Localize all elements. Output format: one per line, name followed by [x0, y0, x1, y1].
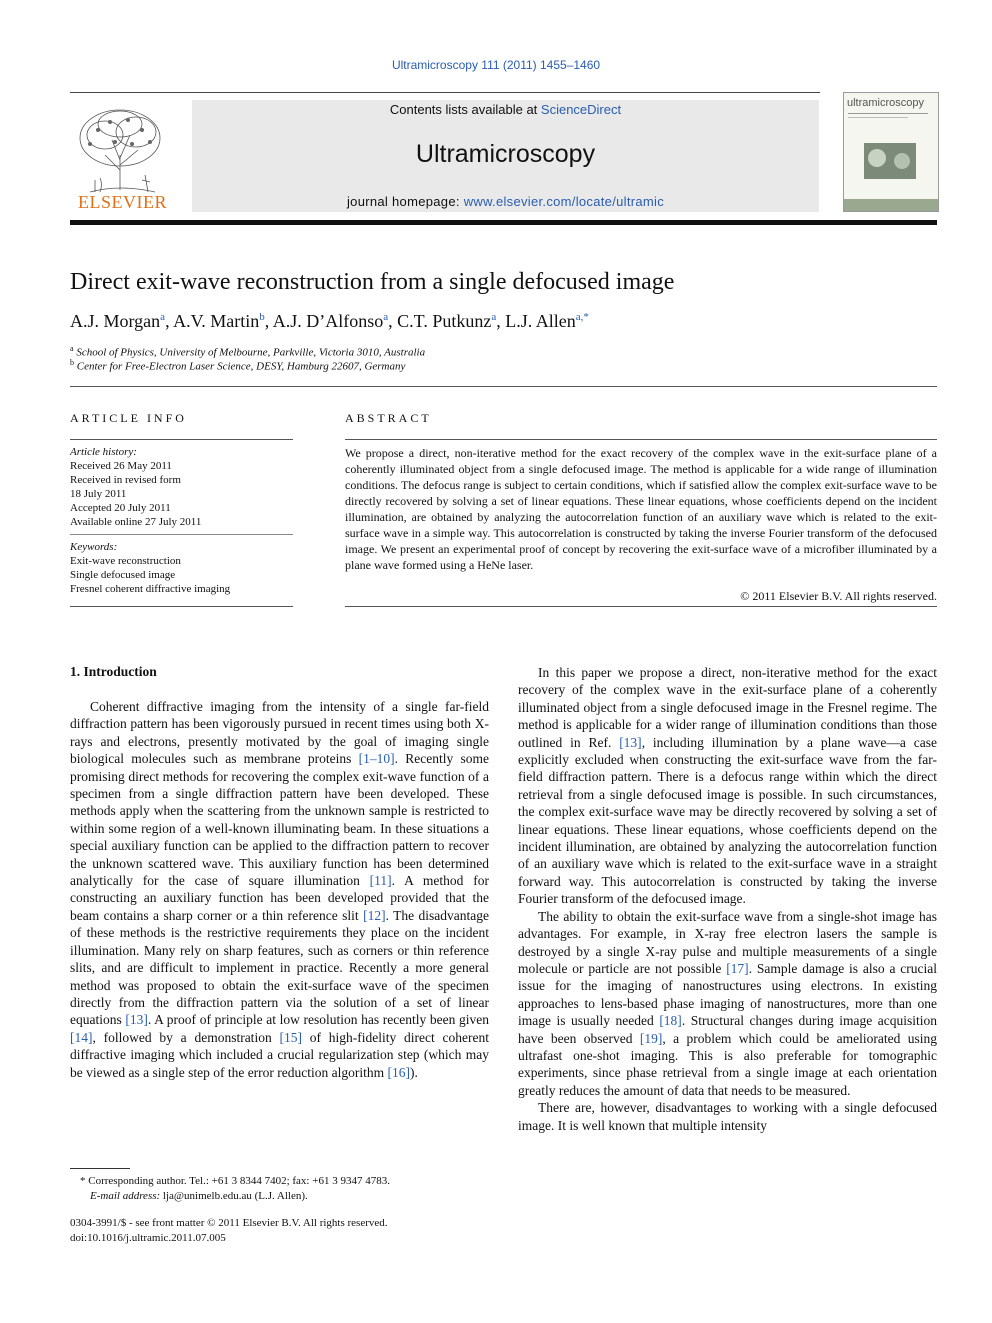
- cover-image-spot: [868, 149, 886, 167]
- citation-link[interactable]: [19]: [639, 1030, 663, 1046]
- article-info-block: [70, 445, 293, 596]
- issn-block: [70, 1216, 388, 1246]
- elsevier-logo: [70, 100, 175, 212]
- author-affil-sup[interactable]: a: [160, 311, 166, 323]
- contents-line: [192, 102, 819, 117]
- journal-reference[interactable]: Ultramicroscopy 111 (2011) 1455–1460: [391, 58, 601, 72]
- affiliation-sup: a: [70, 344, 74, 353]
- right-column: [518, 664, 937, 1134]
- homepage-link[interactable]: www.elsevier.com/locate/ultramic: [463, 194, 665, 209]
- history-item: Received in revised form: [70, 474, 181, 486]
- issn-line: 0304-3991/$ - see front matter © 2011 Elsevier B.V. All rights reserved.: [70, 1217, 388, 1229]
- citation-link[interactable]: [16]: [387, 1064, 411, 1080]
- cover-band: [844, 199, 938, 211]
- left-column: [70, 698, 489, 1081]
- homepage-prefix: journal homepage:: [346, 194, 464, 209]
- keyword: Fresnel coherent diffractive imaging: [70, 583, 231, 595]
- citation-link[interactable]: [1–10]: [358, 751, 395, 767]
- citation-link[interactable]: [12]: [363, 907, 386, 923]
- author: C.T. Putkunz: [397, 311, 492, 331]
- history-label: Article history:: [70, 446, 137, 458]
- citation-link[interactable]: [15]: [279, 1029, 302, 1045]
- author: L.J. Allen: [505, 311, 576, 331]
- keyword: Exit-wave reconstruction: [70, 555, 181, 567]
- email-line: [70, 1189, 390, 1204]
- paragraph: The ability to obtain the exit-surface wave from a single-shot image has advantages. For example, in X-ray free electron lasers the sample is destroyed by a single X-ray pulse and multiple measurements of a single molecule or particle are not possible [17]. Sample damage is also a crucial issue for the imaging of nanostructures using electrons. In existing approaches to lens-based phase imaging of nanostructures, more than one image is usually needed [18]. Structural changes during image acquisition have been observed [19], a problem which could be ameliorated using ultrafast one-shot imaging. This is also preferable for tomographic experiments, since phase retrieval from a single image at each orientation greatly reduces the amount of data that needs to be measured.: [518, 908, 937, 1098]
- history-item: Accepted 20 July 2011: [70, 502, 171, 514]
- cover-image-spot: [894, 153, 910, 169]
- footnote-rule: [70, 1168, 130, 1169]
- email-address[interactable]: lja@unimelb.edu.au (L.J. Allen).: [160, 1190, 308, 1202]
- history-item: Received 26 May 2011: [70, 460, 172, 472]
- journal-cover-thumbnail: [843, 92, 939, 212]
- footnote: [70, 1174, 390, 1204]
- header-thick-rule: [70, 220, 937, 225]
- article-info-label: ARTICLE INFO: [70, 411, 187, 425]
- corresponding-author: * Corresponding author. Tel.: +61 3 8344 7402; fax: +61 3 9347 4783.: [80, 1175, 390, 1187]
- section-heading: 1. Introduction: [70, 664, 157, 679]
- paragraph: Coherent diffractive imaging from the intensity of a single far-field diffraction pattern has been vigorously pursued in recent times using both X-rays and electrons, presently motivated by the goal of imaging single biological molecules such as membrane proteins [1–10]. Recently some promising direct methods for recovering the complex exit-wave function of a specimen from a single diffraction pattern have been developed. These methods apply when the scattering from the unknown sample is restricted to within some region of a well-known illuminating beam. In these situations a special auxiliary function can be applied to the diffraction pattern to recover the unknown scattered wave. This auxiliary function has been determined analytically for the case of square illumination [11]. A method for constructing an auxiliary function has been developed provided that the beam contains a sharp corner or a thin reference slit [12]. The disadvantage of these methods is the restrictive requirements they place on the incident illumination. Many rely on sharp features, such as corners or thin reference slits, and are difficult to implement in practice. Recently a more general method was proposed to obtain the exit-surface wave of the specimen directly from the diffraction pattern via the solution of a set of linear equations [13]. A proof of principle at low resolution has recently been given [14], followed by a demonstration [15] of high-fidelity direct coherent diffractive imaging which included a crucial regularization step (which may be viewed as a single step of the error reduction algorithm [16]).: [70, 699, 490, 1080]
- paragraph: There are, however, disadvantages to working with a single defocused image. It is well known that multiple intensity: [518, 1100, 937, 1133]
- citation-link[interactable]: [13]: [619, 734, 642, 750]
- doi-line[interactable]: doi:10.1016/j.ultramic.2011.07.005: [70, 1232, 226, 1244]
- cover-line: [848, 113, 928, 114]
- citation-link[interactable]: [18]: [659, 1013, 682, 1029]
- homepage-line: [192, 194, 819, 209]
- keywords-label: Keywords:: [70, 541, 118, 553]
- info-bottom-rule: [70, 606, 293, 607]
- header-top-rule: [70, 92, 820, 93]
- affiliation-text: School of Physics, University of Melbourne, Parkville, Victoria 3010, Australia: [76, 346, 426, 359]
- elsevier-wordmark: ELSEVIER: [78, 192, 167, 212]
- author: A.J. Morgan: [70, 311, 161, 331]
- affiliation-rule: [70, 386, 937, 387]
- author-affil-sup[interactable]: b: [259, 311, 265, 323]
- abstract-text: We propose a direct, non-iterative method for the exact recovery of the complex wave in the exit-surface plane of a coherently illuminated object from a single defocused image. The method is applicable for a wide range of illumination conditions. The defocus range is subject to certain conditions, which if satisfied allow the complex exit-surface wave to be directly recovered by solving a set of linear equations. These linear equations, whose coefficients depend on the incident illumination, are obtained by analyzing the autocorrelation function of an auxiliary wave which is related to the exit-surface wave in a simple way. This autocorrelation is constructed by taking the inverse Fourier transform of the defocused image. We present an experimental proof of concept by recovering the exit-surface wave of a microfiber illuminated by a plane wave formed using a HeNe laser.: [345, 446, 937, 572]
- affiliation: [70, 358, 405, 373]
- citation-link[interactable]: [13]: [125, 1012, 148, 1028]
- sciencedirect-link[interactable]: ScienceDirect: [540, 102, 622, 117]
- paragraph: In this paper we propose a direct, non-iterative method for the exact recovery of the complex wave in the exit-surface plane of a coherently illuminated object from a single defocused image in the Fresnel regime. The method is applicable for a wider range of illumination conditions than those outlined in Ref. [13], including illumination by a plane wave—a case explicitly excluded when constructing the exit-surface wave from the far-field diffraction pattern. There is a defocus range within which the direct retrieval from a single defocused image is possible. In such circumstances, the complex exit-surface wave may be directly recovered by solving a set of linear equations. These linear equations, whose coefficients depend on the incident illumination, are obtained by analyzing the autocorrelation function of an auxiliary wave which is related to the exit-surface wave in a straight forward way. This autocorrelation is constructed by taking the inverse Fourier transform of the defocused image.: [518, 665, 937, 907]
- author: A.V. Martin: [173, 311, 260, 331]
- journal-name: Ultramicroscopy: [415, 140, 596, 168]
- email-label: E-mail address:: [90, 1190, 161, 1202]
- author-affil-sup[interactable]: a: [491, 311, 497, 323]
- cover-title: ultramicroscopy: [847, 97, 925, 109]
- affiliation-text: Center for Free-Electron Laser Science, DESY, Hamburg 22607, Germany: [76, 360, 406, 373]
- affiliation-sup: b: [70, 358, 74, 367]
- citation-link[interactable]: [14]: [70, 1029, 93, 1045]
- author-affil-sup[interactable]: a: [383, 311, 389, 323]
- author-list: A.J. Morgan$^a$, A.V. Martin$^b$, A.J. D’Alfonso$^a$, C.T. Putkunz$^a$, L.J. Allen$^{a,*}$: [70, 311, 589, 331]
- author-affil-sup[interactable]: a,*: [575, 311, 589, 323]
- contents-prefix: Contents lists available at: [389, 102, 541, 117]
- abstract-bottom-rule: [345, 606, 937, 607]
- history-item: 18 July 2011: [70, 488, 127, 500]
- citation-link[interactable]: [17]: [726, 960, 749, 976]
- author: A.J. D’Alfonso: [272, 311, 384, 331]
- article-title: Direct exit-wave reconstruction from a single defocused image: [70, 269, 675, 295]
- abstract-rule: [345, 439, 937, 440]
- info-inner-rule: [70, 534, 293, 535]
- cover-line: [848, 117, 908, 118]
- abstract-label: ABSTRACT: [345, 411, 432, 425]
- keyword: Single defocused image: [70, 569, 176, 581]
- citation-link[interactable]: [11]: [369, 873, 392, 889]
- history-item: Available online 27 July 2011: [70, 516, 202, 528]
- info-rule: [70, 439, 293, 440]
- abstract-copyright: © 2011 Elsevier B.V. All rights reserved.: [740, 589, 937, 603]
- affiliation: [70, 344, 425, 359]
